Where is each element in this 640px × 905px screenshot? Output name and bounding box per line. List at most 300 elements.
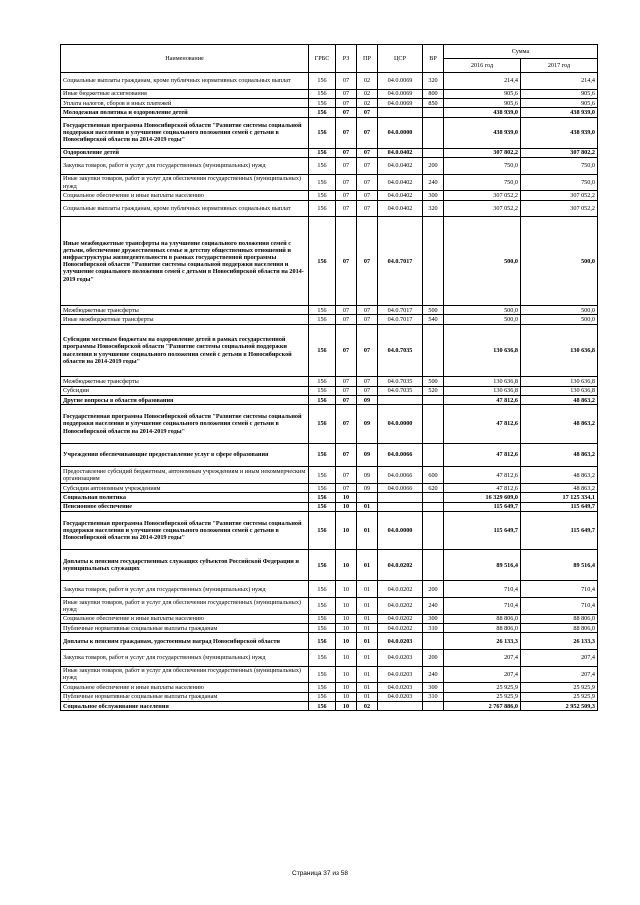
cell-pr: 07 <box>357 191 378 200</box>
cell-grbs: 156 <box>309 443 336 467</box>
cell-pr: 01 <box>357 683 378 692</box>
header-2017: 2017 год <box>521 59 598 73</box>
cell-rz: 07 <box>336 73 357 90</box>
cell-y2016: 16 329 609,0 <box>444 493 521 502</box>
cell-csr: 04.0.0202 <box>378 614 423 623</box>
cell-y2017: 48 863,2 <box>521 405 598 443</box>
cell-grbs: 156 <box>309 493 336 502</box>
table-row <box>61 73 598 90</box>
cell-grbs: 156 <box>309 633 336 650</box>
cell-vr <box>423 633 444 650</box>
table-row <box>61 683 598 692</box>
cell-vr: 240 <box>423 666 444 683</box>
header-grbs: ГРБС <box>309 45 336 73</box>
cell-y2017: 710,4 <box>521 581 598 598</box>
cell-vr <box>423 108 444 117</box>
cell-y2017: 500,0 <box>521 305 598 314</box>
cell-grbs: 156 <box>309 73 336 90</box>
cell-csr: 04.0.0066 <box>378 443 423 467</box>
cell-rz: 07 <box>336 396 357 405</box>
cell-vr: 300 <box>423 191 444 200</box>
cell-vr <box>423 396 444 405</box>
cell-pr: 09 <box>357 443 378 467</box>
cell-y2016: 130 636,8 <box>444 324 521 377</box>
cell-name: Иные бюджетные ассигнования <box>61 89 309 98</box>
cell-grbs: 156 <box>309 117 336 148</box>
cell-name: Молодежная политика и оздоровление детей <box>61 108 309 117</box>
cell-rz: 07 <box>336 324 357 377</box>
cell-rz: 10 <box>336 550 357 581</box>
cell-rz: 07 <box>336 467 357 484</box>
cell-rz: 07 <box>336 305 357 314</box>
cell-pr: 02 <box>357 98 378 107</box>
budget-table <box>60 44 598 711</box>
table-row <box>61 405 598 443</box>
cell-grbs: 156 <box>309 305 336 314</box>
cell-name: Социальное обеспечение и иные выплаты населению <box>61 614 309 623</box>
cell-vr: 310 <box>423 692 444 701</box>
table-row <box>61 623 598 632</box>
cell-grbs: 156 <box>309 217 336 306</box>
cell-pr: 07 <box>357 324 378 377</box>
cell-vr: 240 <box>423 174 444 191</box>
cell-rz: 07 <box>336 158 357 175</box>
cell-name: Субсидии автономным учреждениям <box>61 484 309 493</box>
cell-csr: 04.0.0202 <box>378 581 423 598</box>
table-row <box>61 692 598 701</box>
cell-pr: 09 <box>357 396 378 405</box>
table-row <box>61 512 598 550</box>
table-row <box>61 484 598 493</box>
cell-rz: 10 <box>336 581 357 598</box>
cell-y2016: 905,6 <box>444 89 521 98</box>
cell-y2017: 307 052,2 <box>521 200 598 217</box>
cell-y2016: 207,4 <box>444 666 521 683</box>
cell-csr <box>378 701 423 710</box>
cell-grbs: 156 <box>309 405 336 443</box>
cell-vr <box>423 550 444 581</box>
cell-y2016: 307 802,2 <box>444 148 521 157</box>
cell-y2016: 710,4 <box>444 598 521 615</box>
cell-rz: 10 <box>336 666 357 683</box>
cell-name: Уплата налогов, сборов и иных платежей <box>61 98 309 107</box>
cell-csr: 04.0.0066 <box>378 467 423 484</box>
cell-pr: 07 <box>357 315 378 324</box>
cell-y2017: 214,4 <box>521 73 598 90</box>
page-number: Страница 37 из 58 <box>292 870 348 877</box>
cell-rz: 10 <box>336 614 357 623</box>
cell-grbs: 156 <box>309 315 336 324</box>
cell-name: Субсидии местным бюджетам на оздоровление детей в рамках государственной программы Новосибирской области "Развитие системы социальной поддержки населения и улучшение социального положения семей с детьми в Новосибирской области на 2014-2019 годы" <box>61 324 309 377</box>
cell-y2017: 750,0 <box>521 158 598 175</box>
cell-grbs: 156 <box>309 550 336 581</box>
cell-y2016: 2 767 886,0 <box>444 701 521 710</box>
cell-name: Социальное обслуживание населения <box>61 701 309 710</box>
cell-pr: 09 <box>357 467 378 484</box>
cell-pr: 01 <box>357 512 378 550</box>
cell-rz: 07 <box>336 386 357 395</box>
cell-y2016: 438 939,0 <box>444 108 521 117</box>
table-row <box>61 217 598 306</box>
cell-vr: 200 <box>423 649 444 666</box>
cell-grbs: 156 <box>309 377 336 386</box>
cell-y2016: 88 806,0 <box>444 623 521 632</box>
table-row <box>61 386 598 395</box>
cell-csr: 04.0.0202 <box>378 550 423 581</box>
cell-rz: 10 <box>336 493 357 502</box>
cell-pr: 01 <box>357 581 378 598</box>
cell-y2017: 115 649,7 <box>521 512 598 550</box>
cell-grbs: 156 <box>309 649 336 666</box>
cell-pr: 02 <box>357 89 378 98</box>
table-row <box>61 377 598 386</box>
cell-pr <box>357 493 378 502</box>
cell-rz: 07 <box>336 217 357 306</box>
table-row <box>61 191 598 200</box>
cell-csr: 04.0.0203 <box>378 666 423 683</box>
cell-csr: 04.0.0402 <box>378 148 423 157</box>
cell-y2017: 115 649,7 <box>521 502 598 511</box>
cell-vr <box>423 493 444 502</box>
table-row <box>61 89 598 98</box>
cell-grbs: 156 <box>309 108 336 117</box>
cell-y2017: 2 952 509,3 <box>521 701 598 710</box>
cell-rz: 10 <box>336 502 357 511</box>
table-row <box>61 117 598 148</box>
cell-pr: 09 <box>357 405 378 443</box>
table-row <box>61 108 598 117</box>
cell-vr: 300 <box>423 614 444 623</box>
cell-csr: 04.0.7017 <box>378 217 423 306</box>
cell-y2017: 710,4 <box>521 598 598 615</box>
cell-grbs: 156 <box>309 98 336 107</box>
table-row <box>61 305 598 314</box>
table-row <box>61 467 598 484</box>
cell-y2016: 207,4 <box>444 649 521 666</box>
header-pr: ПР <box>357 45 378 73</box>
cell-pr: 01 <box>357 550 378 581</box>
cell-csr: 04.0.0203 <box>378 649 423 666</box>
cell-rz: 10 <box>336 692 357 701</box>
cell-pr: 07 <box>357 158 378 175</box>
cell-name: Другие вопросы в области образования <box>61 396 309 405</box>
cell-pr: 01 <box>357 666 378 683</box>
cell-grbs: 156 <box>309 484 336 493</box>
table-row <box>61 598 598 615</box>
cell-vr <box>423 117 444 148</box>
table-row <box>61 666 598 683</box>
cell-name: Закупка товаров, работ и услуг для государственных (муниципальных) нужд <box>61 581 309 598</box>
cell-csr: 04.0.7017 <box>378 305 423 314</box>
cell-csr: 04.0.0402 <box>378 200 423 217</box>
cell-csr: 04.0.0202 <box>378 598 423 615</box>
cell-y2017: 307 802,2 <box>521 148 598 157</box>
cell-csr: 04.0.0402 <box>378 174 423 191</box>
cell-csr: 04.0.7035 <box>378 386 423 395</box>
cell-name: Предоставление субсидий бюджетным, автономным учреждениям и иным некоммерческим организациям <box>61 467 309 484</box>
cell-rz: 07 <box>336 443 357 467</box>
header-2016: 2016 год <box>444 59 521 73</box>
cell-csr: 04.0.0402 <box>378 158 423 175</box>
cell-csr <box>378 108 423 117</box>
cell-y2017: 25 925,9 <box>521 692 598 701</box>
cell-name: Закупка товаров, работ и услуг для государственных (муниципальных) нужд <box>61 649 309 666</box>
cell-csr: 04.0.0203 <box>378 692 423 701</box>
cell-y2016: 750,0 <box>444 174 521 191</box>
cell-name: Публичные нормативные социальные выплаты гражданам <box>61 692 309 701</box>
header-name: Наименование <box>61 45 309 73</box>
cell-y2017: 130 636,8 <box>521 324 598 377</box>
cell-vr <box>423 405 444 443</box>
cell-csr: 04.0.0069 <box>378 73 423 90</box>
cell-csr <box>378 493 423 502</box>
cell-y2016: 130 636,8 <box>444 386 521 395</box>
cell-name: Доплаты к пенсиям государственных служащих субъектов Российской Федерации и муниципальных служащих <box>61 550 309 581</box>
cell-csr: 04.0.7035 <box>378 377 423 386</box>
cell-pr: 07 <box>357 174 378 191</box>
cell-pr: 02 <box>357 701 378 710</box>
cell-name: Иные межбюджетные трансферты на улучшение социального положения семей с детьми, обеспечение дружественных семье и детству общественных отношений и инфраструктуры жизнедеятельности в рамках государственной программы Новосибирской области "Развитие системы социальной поддержки населения и улучшение социального положения семей с детьми в Новосибирской области на 2014-2019 годы" <box>61 217 309 306</box>
cell-name: Пенсионное обеспечение <box>61 502 309 511</box>
cell-csr: 04.0.0000 <box>378 117 423 148</box>
cell-name: Публичные нормативные социальные выплаты гражданам <box>61 623 309 632</box>
cell-pr: 01 <box>357 623 378 632</box>
cell-pr: 07 <box>357 217 378 306</box>
cell-csr <box>378 502 423 511</box>
cell-y2016: 905,6 <box>444 98 521 107</box>
cell-rz: 07 <box>336 148 357 157</box>
cell-pr: 01 <box>357 649 378 666</box>
cell-pr: 07 <box>357 305 378 314</box>
cell-name: Доплаты к пенсиям гражданам, удостоенным наград Новосибирской области <box>61 633 309 650</box>
cell-name: Иные закупки товаров, работ и услуг для обеспечения государственных (муниципальных) нужд <box>61 666 309 683</box>
cell-vr: 520 <box>423 386 444 395</box>
cell-name: Государственная программа Новосибирской области "Развитие системы социальной поддержки населения и улучшение социального положения семей с детьми в Новосибирской области на 2014-2019 годы" <box>61 405 309 443</box>
cell-csr: 04.0.0069 <box>378 98 423 107</box>
cell-y2016: 89 516,4 <box>444 550 521 581</box>
cell-vr: 850 <box>423 98 444 107</box>
cell-name: Межбюджетные трансферты <box>61 305 309 314</box>
cell-y2017: 48 863,2 <box>521 443 598 467</box>
cell-name: Иные закупки товаров, работ и услуг для обеспечения государственных (муниципальных) нужд <box>61 174 309 191</box>
cell-grbs: 156 <box>309 89 336 98</box>
cell-vr: 310 <box>423 623 444 632</box>
cell-vr: 200 <box>423 158 444 175</box>
cell-grbs: 156 <box>309 396 336 405</box>
cell-y2016: 500,0 <box>444 305 521 314</box>
cell-rz: 07 <box>336 315 357 324</box>
cell-y2016: 438 939,0 <box>444 117 521 148</box>
cell-y2016: 26 133,3 <box>444 633 521 650</box>
cell-y2017: 88 806,0 <box>521 614 598 623</box>
cell-csr: 04.0.0202 <box>378 623 423 632</box>
cell-rz: 07 <box>336 200 357 217</box>
cell-csr: 04.0.7035 <box>378 324 423 377</box>
cell-name: Субсидии <box>61 386 309 395</box>
cell-y2016: 307 052,2 <box>444 200 521 217</box>
cell-rz: 07 <box>336 108 357 117</box>
cell-y2016: 130 636,8 <box>444 377 521 386</box>
table-row <box>61 315 598 324</box>
cell-vr: 500 <box>423 377 444 386</box>
table-row <box>61 443 598 467</box>
cell-rz: 07 <box>336 89 357 98</box>
cell-pr: 07 <box>357 108 378 117</box>
cell-rz: 07 <box>336 484 357 493</box>
cell-y2016: 307 052,2 <box>444 191 521 200</box>
cell-y2016: 25 925,9 <box>444 692 521 701</box>
cell-csr: 04.0.0066 <box>378 484 423 493</box>
cell-csr: 04.0.0402 <box>378 191 423 200</box>
cell-y2016: 47 812,6 <box>444 396 521 405</box>
cell-pr: 02 <box>357 73 378 90</box>
table-row <box>61 633 598 650</box>
cell-y2016: 500,0 <box>444 315 521 324</box>
cell-name: Государственная программа Новосибирской области "Развитие системы социальной поддержки населения и улучшение социального положения семей с детьми в Новосибирской области на 2014-2019 годы" <box>61 117 309 148</box>
cell-y2016: 47 812,6 <box>444 405 521 443</box>
cell-y2016: 25 925,9 <box>444 683 521 692</box>
cell-vr <box>423 502 444 511</box>
table-body <box>61 73 598 711</box>
cell-name: Социальное обеспечение и иные выплаты населению <box>61 683 309 692</box>
cell-csr: 04.0.0069 <box>378 89 423 98</box>
cell-grbs: 156 <box>309 692 336 701</box>
cell-pr: 07 <box>357 377 378 386</box>
cell-vr <box>423 512 444 550</box>
table-row <box>61 148 598 157</box>
cell-y2017: 48 863,2 <box>521 396 598 405</box>
cell-y2017: 130 636,8 <box>521 386 598 395</box>
cell-y2017: 207,4 <box>521 666 598 683</box>
cell-grbs: 156 <box>309 324 336 377</box>
cell-vr: 620 <box>423 484 444 493</box>
cell-vr: 500 <box>423 305 444 314</box>
header-row <box>61 45 598 59</box>
cell-y2016: 115 649,7 <box>444 502 521 511</box>
cell-y2017: 48 863,2 <box>521 467 598 484</box>
table-row <box>61 701 598 710</box>
cell-y2017: 500,0 <box>521 217 598 306</box>
header-rz: РЗ <box>336 45 357 73</box>
table-row <box>61 396 598 405</box>
cell-grbs: 156 <box>309 148 336 157</box>
cell-y2016: 115 649,7 <box>444 512 521 550</box>
cell-rz: 07 <box>336 191 357 200</box>
cell-rz: 10 <box>336 633 357 650</box>
cell-vr: 300 <box>423 683 444 692</box>
cell-rz: 10 <box>336 649 357 666</box>
cell-y2016: 47 812,6 <box>444 467 521 484</box>
cell-vr: 320 <box>423 200 444 217</box>
cell-grbs: 156 <box>309 502 336 511</box>
cell-rz: 10 <box>336 683 357 692</box>
cell-y2017: 750,0 <box>521 174 598 191</box>
cell-pr: 01 <box>357 502 378 511</box>
cell-grbs: 156 <box>309 158 336 175</box>
table-row <box>61 174 598 191</box>
cell-y2017: 905,6 <box>521 89 598 98</box>
cell-name: Оздоровление детей <box>61 148 309 157</box>
cell-name: Межбюджетные трансферты <box>61 377 309 386</box>
cell-y2016: 750,0 <box>444 158 521 175</box>
cell-csr: 04.0.0000 <box>378 405 423 443</box>
cell-vr: 240 <box>423 598 444 615</box>
cell-name: Социальные выплаты гражданам, кроме публичных нормативных социальных выплат <box>61 200 309 217</box>
cell-csr: 04.0.0203 <box>378 683 423 692</box>
cell-y2017: 48 863,2 <box>521 484 598 493</box>
cell-grbs: 156 <box>309 467 336 484</box>
cell-csr: 04.0.0000 <box>378 512 423 550</box>
cell-y2017: 89 516,4 <box>521 550 598 581</box>
cell-grbs: 156 <box>309 512 336 550</box>
cell-name: Государственная программа Новосибирской области "Развитие системы социальной поддержки населения и улучшение социального положения семей с детьми в Новосибирской области на 2014-2019 годы" <box>61 512 309 550</box>
cell-y2016: 500,0 <box>444 217 521 306</box>
cell-grbs: 156 <box>309 598 336 615</box>
cell-rz: 07 <box>336 377 357 386</box>
cell-y2017: 17 125 334,1 <box>521 493 598 502</box>
table-row <box>61 324 598 377</box>
cell-rz: 07 <box>336 174 357 191</box>
header-sum: Сумма <box>444 45 598 59</box>
cell-pr: 09 <box>357 484 378 493</box>
cell-y2016: 47 812,6 <box>444 443 521 467</box>
cell-grbs: 156 <box>309 701 336 710</box>
cell-pr: 01 <box>357 614 378 623</box>
cell-vr <box>423 148 444 157</box>
cell-name: Закупка товаров, работ и услуг для государственных (муниципальных) нужд <box>61 158 309 175</box>
header-vr: ВР <box>423 45 444 73</box>
cell-y2017: 307 052,2 <box>521 191 598 200</box>
cell-grbs: 156 <box>309 386 336 395</box>
cell-pr: 07 <box>357 148 378 157</box>
header-csr: ЦСР <box>378 45 423 73</box>
cell-grbs: 156 <box>309 191 336 200</box>
table-row <box>61 98 598 107</box>
cell-name: Социальные выплаты гражданам, кроме публичных нормативных социальных выплат <box>61 73 309 90</box>
table-row <box>61 200 598 217</box>
cell-grbs: 156 <box>309 174 336 191</box>
cell-grbs: 156 <box>309 614 336 623</box>
cell-name: Социальная политика <box>61 493 309 502</box>
cell-vr <box>423 443 444 467</box>
cell-rz: 10 <box>336 623 357 632</box>
cell-y2017: 207,4 <box>521 649 598 666</box>
cell-vr: 200 <box>423 581 444 598</box>
cell-pr: 07 <box>357 386 378 395</box>
cell-vr: 800 <box>423 89 444 98</box>
table-row <box>61 493 598 502</box>
cell-rz: 10 <box>336 701 357 710</box>
cell-name: Учреждения обеспечивающие предоставление услуг в сфере образования <box>61 443 309 467</box>
cell-grbs: 156 <box>309 666 336 683</box>
cell-y2016: 88 806,0 <box>444 614 521 623</box>
cell-vr <box>423 217 444 306</box>
table-row <box>61 158 598 175</box>
cell-y2017: 25 925,9 <box>521 683 598 692</box>
cell-csr: 04.0.0203 <box>378 633 423 650</box>
cell-y2017: 88 806,0 <box>521 623 598 632</box>
cell-rz: 10 <box>336 598 357 615</box>
cell-csr: 04.0.7017 <box>378 315 423 324</box>
cell-y2017: 26 133,3 <box>521 633 598 650</box>
cell-name: Иные межбюджетные трансферты <box>61 315 309 324</box>
cell-y2016: 47 812,6 <box>444 484 521 493</box>
table-row <box>61 614 598 623</box>
cell-y2017: 438 939,0 <box>521 117 598 148</box>
cell-grbs: 156 <box>309 623 336 632</box>
cell-rz: 07 <box>336 405 357 443</box>
cell-y2017: 500,0 <box>521 315 598 324</box>
